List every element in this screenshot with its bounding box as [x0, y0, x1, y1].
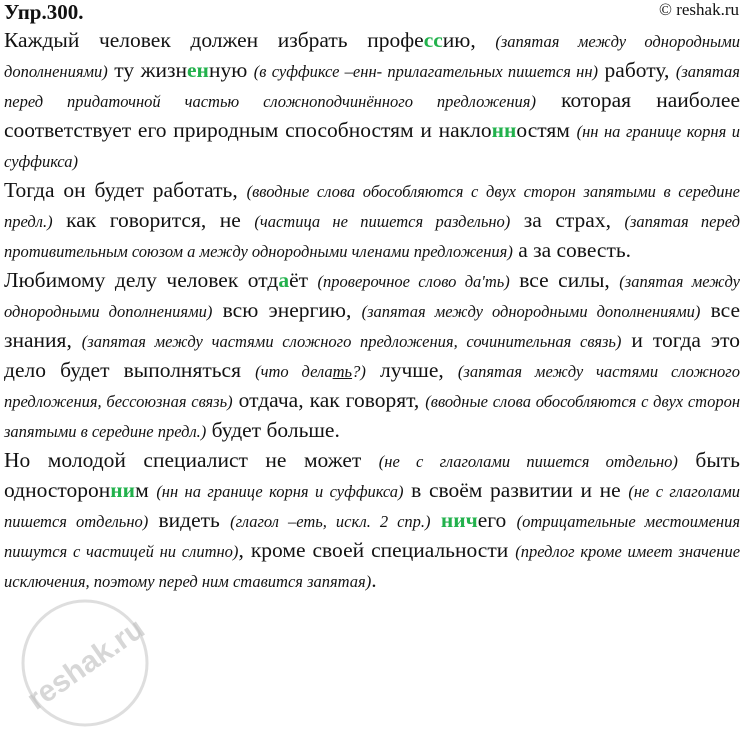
grammar-comment: (запятая перед противительным союзом а между однородными членами предложения) — [4, 212, 740, 261]
text-segment: ную — [208, 58, 254, 82]
highlighted-letters: ен — [187, 58, 209, 82]
reshak-watermark-logo — [10, 588, 160, 738]
text-segment: Тогда он будет работать, — [4, 178, 247, 202]
grammar-comment: (не с глаголами пишется отдельно) — [378, 452, 678, 471]
grammar-comment: (в суффиксе –енн- прилагательных пишется нн) — [253, 62, 599, 81]
text-segment: лучше, — [365, 358, 458, 382]
grammar-comment: (вводные слова обособляются с двух сторон запятыми в середине предл.) — [4, 392, 741, 441]
grammar-comment: ть — [332, 362, 353, 381]
grammar-comment: (предлог кроме имеет значение исключения, поэтому перед ним ставится запятая) — [4, 542, 741, 591]
text-segment: , кроме своей специальности — [238, 538, 516, 562]
text-segment: отдача, как говорят, — [232, 388, 426, 412]
grammar-comment: (запятая между частями сложного предложения, сочинительная связь) — [81, 332, 622, 351]
grammar-comment: (вводные слова обособляются с двух сторон запятыми в середине предл.) — [4, 182, 740, 231]
paragraph — [4, 176, 740, 266]
text-segment: остям — [516, 118, 577, 142]
text-segment — [431, 508, 441, 532]
text-segment: видеть — [148, 508, 231, 532]
text-segment: работу, — [598, 58, 676, 82]
text-segment: быть односторон — [4, 448, 740, 502]
text-segment: ту жизн — [107, 58, 188, 82]
text-segment: все знания, — [4, 298, 740, 352]
paragraph — [4, 26, 740, 176]
highlighted-letters: а — [278, 268, 290, 292]
text-segment: которая наиболее соответствует его природным способностям и накло — [4, 88, 740, 142]
copyright-label: © reshak.ru — [659, 0, 739, 19]
text-segment: всю энергию, — [212, 298, 362, 322]
grammar-comment: (запятая перед придаточной частью сложноподчинённого предложения) — [4, 62, 740, 111]
grammar-comment: (нн на границе корня и суффикса) — [156, 482, 404, 501]
grammar-comment: (проверочное слово да'ть) — [317, 272, 510, 291]
grammar-comment: (запятая между однородными дополнениями) — [361, 302, 701, 321]
text-segment: его — [477, 508, 517, 532]
text-segment: м — [135, 478, 157, 502]
text-segment: как говорится, не — [52, 208, 255, 232]
text-segment: ёт — [289, 268, 318, 292]
paragraph — [4, 446, 740, 596]
highlighted-letters: нич — [440, 508, 478, 532]
exercise-title: Упр.300. — [4, 0, 84, 24]
grammar-comment: (частица не пишется раздельно) — [254, 212, 511, 231]
paragraph — [4, 266, 740, 446]
text-segment: . — [371, 568, 377, 592]
text-segment: за страх, — [510, 208, 625, 232]
svg-text:reshak.ru: reshak.ru — [21, 611, 151, 717]
text-segment: Каждый человек должен избрать профе — [4, 28, 424, 52]
grammar-comment: ?) — [352, 362, 366, 381]
grammar-comment: (глагол –еть, искл. 2 спр.) — [230, 512, 431, 531]
grammar-comment: (отрицательные местоимения пишутся с частицей ни слитно) — [4, 512, 741, 561]
exercise-text — [4, 26, 740, 596]
highlighted-letters: ни — [110, 478, 136, 502]
grammar-comment: (запятая между частями сложного предложения, бессоюзная связь) — [4, 362, 740, 411]
text-segment: будет больше. — [206, 418, 340, 442]
highlighted-letters: сс — [423, 28, 443, 52]
grammar-comment: (нн на границе корня и суффикса) — [4, 122, 741, 171]
text-segment: Любимому делу человек отд — [4, 268, 279, 292]
grammar-comment: (запятая между однородными дополнениями) — [4, 272, 740, 321]
grammar-comment: (что дела — [255, 362, 333, 381]
text-segment: и тогда это дело будет выполняться — [4, 328, 740, 382]
text-segment: все силы, — [509, 268, 620, 292]
text-segment: а за совесть. — [512, 238, 632, 262]
grammar-comment: (запятая между однородными дополнениями) — [4, 32, 740, 81]
page-header — [4, 0, 739, 26]
text-segment: Но молодой специалист не может — [4, 448, 379, 472]
highlighted-letters: нн — [491, 118, 517, 142]
text-segment: в своём развитии и не — [403, 478, 629, 502]
text-segment: ию, — [442, 28, 496, 52]
grammar-comment: (не с глаголами пишется отдельно) — [4, 482, 740, 531]
